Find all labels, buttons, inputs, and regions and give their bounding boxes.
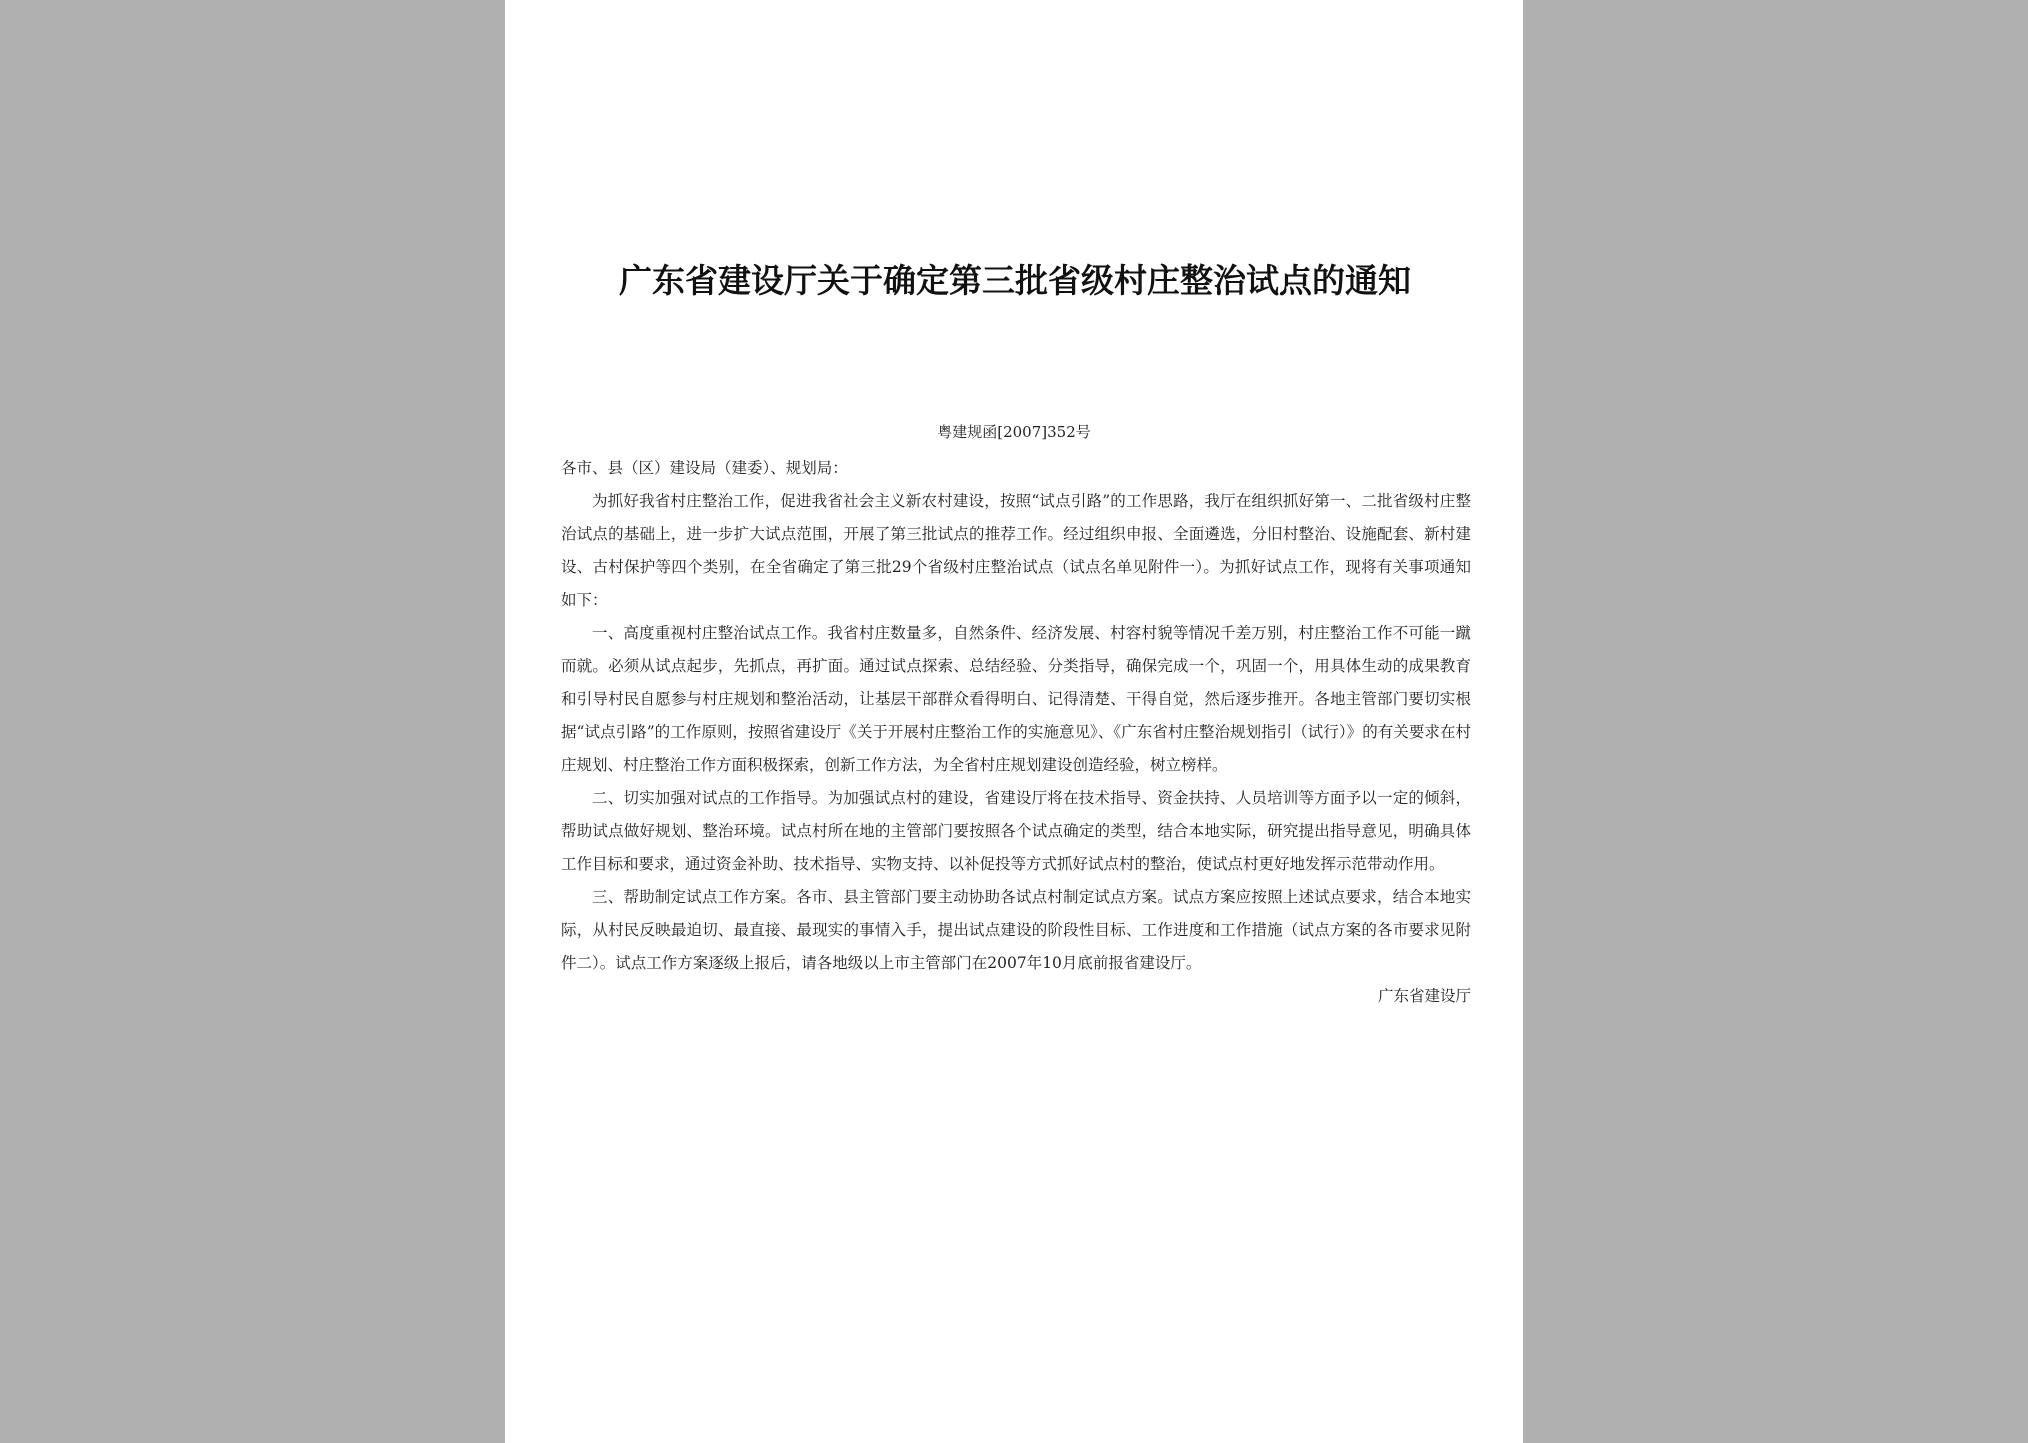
- document-body: [561, 452, 1471, 1013]
- paragraph-three: 三、帮助制定试点工作方案。各市、县主管部门要主动协助各试点村制定试点方案。试点方案应按照上述试点要求，结合本地实际，从村民反映最迫切、最直接、最现实的事情入手，提出试点建设的阶段性目标、工作进度和工作措施（试点方案的各市要求见附件二）。试点工作方案逐级上报后，请各地级以上市主管部门在2007年10月底前报省建设厅。: [561, 888, 1471, 972]
- paragraph-one: 一、高度重视村庄整治试点工作。我省村庄数量多，自然条件、经济发展、村容村貌等情况千差万别，村庄整治工作不可能一蹴而就。必须从试点起步，先抓点，再扩面。通过试点探索、总结经验、分类指导，确保完成一个，巩固一个，用具体生动的成果教育和引导村民自愿参与村庄规划和整治活动，让基层干部群众看得明白、记得清楚、干得自觉，然后逐步推开。各地主管部门要切实根据“试点引路”的工作原则，按照省建设厅《关于开展村庄整治工作的实施意见》、《广东省村庄整治规划指引（试行）》的有关要求在村庄规划、村庄整治工作方面积极探索，创新工作方法，为全省村庄规划建设创造经验，树立榜样。: [561, 624, 1471, 774]
- paragraph-two: 二、切实加强对试点的工作指导。为加强试点村的建设，省建设厅将在技术指导、资金扶持、人员培训等方面予以一定的倾斜，帮助试点做好规划、整治环境。试点村所在地的主管部门要按照各个试点确定的类型，结合本地实际，研究提出指导意见，明确具体工作目标和要求，通过资金补助、技术指导、实物支持、以补促投等方式抓好试点村的整治，使试点村更好地发挥示范带动作用。: [561, 789, 1471, 873]
- document-number: 粤建规函[2007]352号: [937, 423, 1091, 441]
- document-title: 广东省建设厅关于确定第三批省级村庄整治试点的通知: [619, 261, 1411, 300]
- signature: 广东省建设厅: [1377, 987, 1471, 1005]
- document-page: [505, 0, 1523, 1443]
- salutation: 各市、县（区）建设局（建委）、规划局：: [561, 459, 848, 477]
- paragraph-intro: 为抓好我省村庄整治工作，促进我省社会主义新农村建设，按照“试点引路”的工作思路，我厅在组织抓好第一、二批省级村庄整治试点的基础上，进一步扩大试点范围，开展了第三批试点的推荐工作。经过组织申报、全面遴选，分旧村整治、设施配套、新村建设、古村保护等四个类别，在全省确定了第三批29个省级村庄整治试点（试点名单见附件一）。为抓好试点工作，现将有关事项通知如下：: [561, 492, 1471, 609]
